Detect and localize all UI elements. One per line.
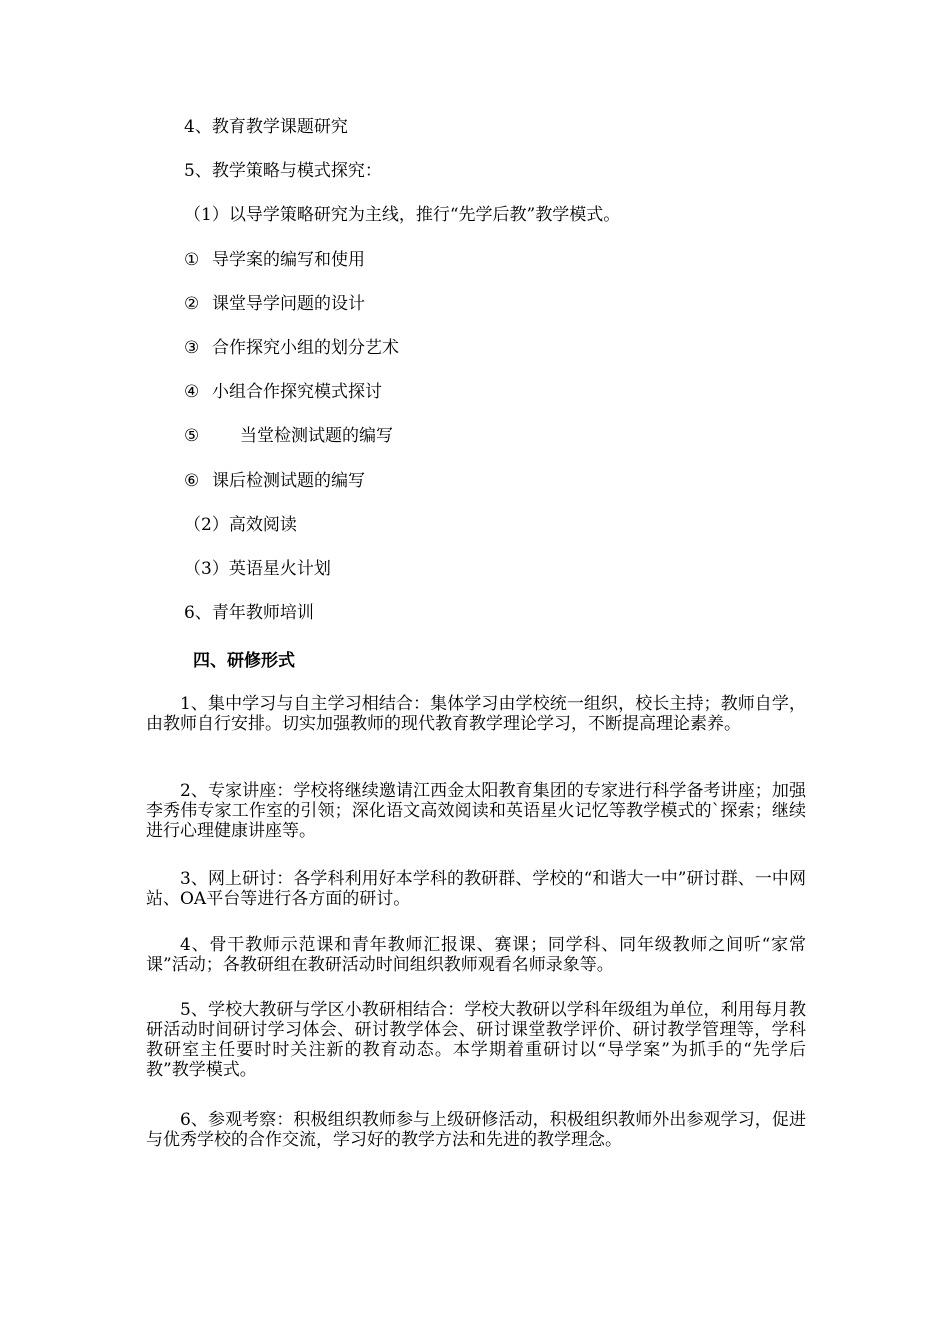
circled-number: ③ (184, 338, 200, 358)
section-title: 四、研修形式 (193, 651, 295, 671)
circled-number: ⑤ (184, 426, 200, 446)
circled-item-3 (184, 338, 399, 358)
subitem-3-english-plan: （3）英语星火计划 (184, 559, 331, 579)
paragraph-6: 6、参观考察：积极组织教师参与上级研修活动，积极组织教师外出参观学习，促进与优秀学校的合作交流，学习好的教学方法和先进的教学理念。 (146, 1110, 806, 1150)
circled-item-1 (184, 250, 365, 270)
circled-item-text: 小组合作探究模式探讨 (212, 382, 382, 402)
circled-item-2 (184, 294, 365, 314)
subitem-2-efficient-reading: （2）高效阅读 (184, 515, 297, 535)
circled-number: ② (184, 294, 200, 314)
paragraph-4: 4、骨干教师示范课和青年教师汇报课、赛课；同学科、同年级教师之间听“家常课”活动；各教研组在教研活动时间组织教师观看名师录象等。 (146, 935, 806, 975)
circled-item-text: 导学案的编写和使用 (212, 250, 365, 270)
item-6-young-teacher-training: 6、青年教师培训 (184, 603, 314, 623)
circled-item-4 (184, 382, 382, 402)
paragraph-5: 5、学校大教研与学区小教研相结合：学校大教研以学科年级组为单位，利用每月教研活动时间研讨学习体会、研讨教学体会、研讨课堂教学评价、研讨教学管理等，学科教研室主任要时时关注新的教育动态。本学期着重研讨以“导学案”为抓手的“先学后教”教学模式。 (146, 1000, 806, 1080)
paragraph-1: 1、集中学习与自主学习相结合：集体学习由学校统一组织，校长主持；教师自学，由教师自行安排。切实加强教师的现代教育教学理论学习，不断提高理论素养。 (146, 694, 806, 734)
paragraph-3: 3、网上研讨：各学科利用好本学科的教研群、学校的“和谐大一中”研讨群、一中网站、OA平台等进行各方面的研讨。 (146, 869, 806, 909)
circled-item-6 (184, 471, 365, 491)
circled-number: ① (184, 250, 200, 270)
circled-item-text: 课堂导学问题的设计 (212, 294, 365, 314)
paragraph-2: 2、专家讲座：学校将继续邀请江西金太阳教育集团的专家进行科学备考讲座；加强李秀伟专家工作室的引领；深化语文高效阅读和英语星火记忆等教学模式的`探索；继续进行心理健康讲座等。 (146, 781, 806, 841)
circled-item-text: 课后检测试题的编写 (212, 471, 365, 491)
circled-number: ⑥ (184, 471, 200, 491)
circled-item-text: 合作探究小组的划分艺术 (212, 338, 399, 358)
subitem-1-guided-strategy: （1）以导学策略研究为主线，推行“先学后教”教学模式。 (184, 205, 621, 225)
circled-number: ④ (184, 382, 200, 402)
circled-item-5 (184, 426, 393, 446)
item-4-research-topics: 4、教育教学课题研究 (184, 117, 348, 137)
item-5-strategy-exploration: 5、教学策略与模式探究： (184, 161, 382, 181)
circled-item-text: 当堂检测试题的编写 (240, 426, 393, 446)
